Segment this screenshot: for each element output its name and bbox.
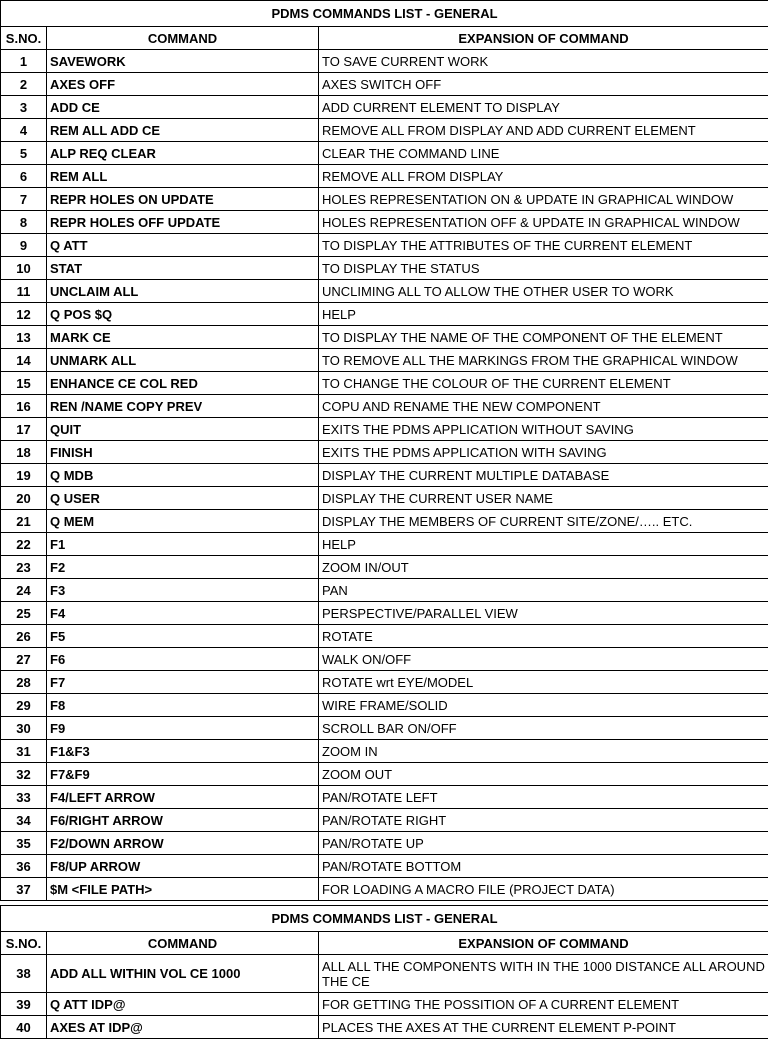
table-row: [1, 855, 768, 878]
table-row: [1, 625, 768, 648]
sno-cell: 38: [1, 955, 47, 993]
command-cell: ENHANCE CE COL RED: [47, 372, 319, 395]
table-row: [1, 441, 768, 464]
sno-cell: 17: [1, 418, 47, 441]
sno-cell: 16: [1, 395, 47, 418]
commands-table-2: [0, 905, 768, 1039]
sno-cell: 25: [1, 602, 47, 625]
sno-cell: 9: [1, 234, 47, 257]
sno-cell: 35: [1, 832, 47, 855]
expansion-cell: DISPLAY THE MEMBERS OF CURRENT SITE/ZONE/….. ETC.: [319, 510, 768, 533]
header-expansion: EXPANSION OF COMMAND: [319, 27, 768, 50]
expansion-cell: FOR GETTING THE POSSITION OF A CURRENT ELEMENT: [319, 993, 768, 1016]
expansion-cell: SCROLL BAR ON/OFF: [319, 717, 768, 740]
command-cell: F6/RIGHT ARROW: [47, 809, 319, 832]
table-row: [1, 96, 768, 119]
table-row: [1, 487, 768, 510]
table-row: [1, 119, 768, 142]
command-cell: F2/DOWN ARROW: [47, 832, 319, 855]
sno-cell: 1: [1, 50, 47, 73]
table-row: [1, 717, 768, 740]
table-row: [1, 602, 768, 625]
expansion-cell: HELP: [319, 303, 768, 326]
command-cell: F3: [47, 579, 319, 602]
expansion-cell: TO DISPLAY THE STATUS: [319, 257, 768, 280]
expansion-cell: ROTATE: [319, 625, 768, 648]
sno-cell: 40: [1, 1016, 47, 1039]
sno-cell: 31: [1, 740, 47, 763]
command-cell: F4/LEFT ARROW: [47, 786, 319, 809]
expansion-cell: PAN: [319, 579, 768, 602]
header-command: COMMAND: [47, 27, 319, 50]
command-cell: F2: [47, 556, 319, 579]
command-cell: Q USER: [47, 487, 319, 510]
expansion-cell: REMOVE ALL FROM DISPLAY AND ADD CURRENT ELEMENT: [319, 119, 768, 142]
table-row: [1, 786, 768, 809]
command-cell: STAT: [47, 257, 319, 280]
expansion-cell: HOLES REPRESENTATION OFF & UPDATE IN GRAPHICAL WINDOW: [319, 211, 768, 234]
command-cell: F6: [47, 648, 319, 671]
expansion-cell: DISPLAY THE CURRENT USER NAME: [319, 487, 768, 510]
expansion-cell: ALL ALL THE COMPONENTS WITH IN THE 1000 DISTANCE ALL AROUND THE CE: [319, 955, 768, 993]
command-cell: SAVEWORK: [47, 50, 319, 73]
command-cell: REM ALL: [47, 165, 319, 188]
expansion-cell: COPU AND RENAME THE NEW COMPONENT: [319, 395, 768, 418]
expansion-cell: WALK ON/OFF: [319, 648, 768, 671]
sno-cell: 15: [1, 372, 47, 395]
command-cell: Q MEM: [47, 510, 319, 533]
table-row: [1, 418, 768, 441]
table-row: [1, 510, 768, 533]
table-row: [1, 878, 768, 901]
table-row: [1, 280, 768, 303]
table-row: [1, 671, 768, 694]
header-expansion: EXPANSION OF COMMAND: [319, 932, 768, 955]
table-row: [1, 533, 768, 556]
table-row: [1, 188, 768, 211]
sno-cell: 10: [1, 257, 47, 280]
table-row: [1, 349, 768, 372]
table-row: [1, 73, 768, 96]
expansion-cell: PAN/ROTATE RIGHT: [319, 809, 768, 832]
table-row: [1, 211, 768, 234]
expansion-cell: TO CHANGE THE COLOUR OF THE CURRENT ELEMENT: [319, 372, 768, 395]
table-row: [1, 257, 768, 280]
sno-cell: 23: [1, 556, 47, 579]
command-cell: F7&F9: [47, 763, 319, 786]
sno-cell: 32: [1, 763, 47, 786]
sno-cell: 39: [1, 993, 47, 1016]
expansion-cell: UNCLIMING ALL TO ALLOW THE OTHER USER TO WORK: [319, 280, 768, 303]
command-cell: QUIT: [47, 418, 319, 441]
sno-cell: 33: [1, 786, 47, 809]
expansion-cell: CLEAR THE COMMAND LINE: [319, 142, 768, 165]
expansion-cell: AXES SWITCH OFF: [319, 73, 768, 96]
command-cell: Q ATT: [47, 234, 319, 257]
expansion-cell: PAN/ROTATE BOTTOM: [319, 855, 768, 878]
table-row: [1, 165, 768, 188]
sno-cell: 29: [1, 694, 47, 717]
sno-cell: 18: [1, 441, 47, 464]
expansion-cell: ZOOM OUT: [319, 763, 768, 786]
sno-cell: 19: [1, 464, 47, 487]
sno-cell: 5: [1, 142, 47, 165]
sno-cell: 27: [1, 648, 47, 671]
command-cell: F4: [47, 602, 319, 625]
command-cell: REPR HOLES ON UPDATE: [47, 188, 319, 211]
expansion-cell: PAN/ROTATE LEFT: [319, 786, 768, 809]
sno-cell: 26: [1, 625, 47, 648]
expansion-cell: ROTATE wrt EYE/MODEL: [319, 671, 768, 694]
table-row: [1, 955, 768, 993]
header-command: COMMAND: [47, 932, 319, 955]
table-row: [1, 234, 768, 257]
expansion-cell: HOLES REPRESENTATION ON & UPDATE IN GRAPHICAL WINDOW: [319, 188, 768, 211]
sno-cell: 7: [1, 188, 47, 211]
table-body-2: [1, 955, 768, 1039]
command-cell: MARK CE: [47, 326, 319, 349]
command-cell: F8/UP ARROW: [47, 855, 319, 878]
command-cell: AXES AT IDP@: [47, 1016, 319, 1039]
command-cell: F1: [47, 533, 319, 556]
command-cell: F8: [47, 694, 319, 717]
command-cell: UNCLAIM ALL: [47, 280, 319, 303]
sno-cell: 34: [1, 809, 47, 832]
table-row: [1, 648, 768, 671]
expansion-cell: ZOOM IN: [319, 740, 768, 763]
sno-cell: 22: [1, 533, 47, 556]
expansion-cell: PAN/ROTATE UP: [319, 832, 768, 855]
expansion-cell: TO SAVE CURRENT WORK: [319, 50, 768, 73]
expansion-cell: HELP: [319, 533, 768, 556]
table-row: [1, 809, 768, 832]
sno-cell: 2: [1, 73, 47, 96]
command-cell: F9: [47, 717, 319, 740]
command-cell: REM ALL ADD CE: [47, 119, 319, 142]
expansion-cell: FOR LOADING A MACRO FILE (PROJECT DATA): [319, 878, 768, 901]
command-cell: REN /NAME COPY PREV: [47, 395, 319, 418]
header-sno: S.NO.: [1, 27, 47, 50]
expansion-cell: PLACES THE AXES AT THE CURRENT ELEMENT P-POINT: [319, 1016, 768, 1039]
command-cell: UNMARK ALL: [47, 349, 319, 372]
table-row: [1, 50, 768, 73]
sno-cell: 6: [1, 165, 47, 188]
table-body-1: [1, 50, 768, 901]
command-cell: ADD ALL WITHIN VOL CE 1000: [47, 955, 319, 993]
command-cell: $M <FILE PATH>: [47, 878, 319, 901]
table-row: [1, 556, 768, 579]
command-cell: Q POS $Q: [47, 303, 319, 326]
expansion-cell: EXITS THE PDMS APPLICATION WITHOUT SAVING: [319, 418, 768, 441]
table-row: [1, 579, 768, 602]
header-sno: S.NO.: [1, 932, 47, 955]
table-row: [1, 740, 768, 763]
expansion-cell: ZOOM IN/OUT: [319, 556, 768, 579]
expansion-cell: TO DISPLAY THE NAME OF THE COMPONENT OF THE ELEMENT: [319, 326, 768, 349]
sno-cell: 37: [1, 878, 47, 901]
command-cell: AXES OFF: [47, 73, 319, 96]
table-row: [1, 395, 768, 418]
sno-cell: 13: [1, 326, 47, 349]
expansion-cell: TO DISPLAY THE ATTRIBUTES OF THE CURRENT ELEMENT: [319, 234, 768, 257]
table-row: [1, 763, 768, 786]
expansion-cell: PERSPECTIVE/PARALLEL VIEW: [319, 602, 768, 625]
table-row: [1, 372, 768, 395]
sno-cell: 24: [1, 579, 47, 602]
table-row: [1, 303, 768, 326]
sno-cell: 12: [1, 303, 47, 326]
expansion-cell: EXITS THE PDMS APPLICATION WITH SAVING: [319, 441, 768, 464]
command-cell: FINISH: [47, 441, 319, 464]
expansion-cell: REMOVE ALL FROM DISPLAY: [319, 165, 768, 188]
command-cell: F7: [47, 671, 319, 694]
sno-cell: 11: [1, 280, 47, 303]
expansion-cell: DISPLAY THE CURRENT MULTIPLE DATABASE: [319, 464, 768, 487]
table-row: [1, 993, 768, 1016]
sno-cell: 21: [1, 510, 47, 533]
sno-cell: 8: [1, 211, 47, 234]
sno-cell: 30: [1, 717, 47, 740]
sno-cell: 20: [1, 487, 47, 510]
table-title: PDMS COMMANDS LIST - GENERAL: [1, 906, 768, 932]
command-cell: Q ATT IDP@: [47, 993, 319, 1016]
sno-cell: 36: [1, 855, 47, 878]
command-cell: F5: [47, 625, 319, 648]
table-row: [1, 142, 768, 165]
command-cell: F1&F3: [47, 740, 319, 763]
command-cell: Q MDB: [47, 464, 319, 487]
sno-cell: 3: [1, 96, 47, 119]
table-title: PDMS COMMANDS LIST - GENERAL: [1, 1, 768, 27]
table-row: [1, 326, 768, 349]
table-row: [1, 694, 768, 717]
sno-cell: 28: [1, 671, 47, 694]
table-row: [1, 464, 768, 487]
expansion-cell: WIRE FRAME/SOLID: [319, 694, 768, 717]
sno-cell: 4: [1, 119, 47, 142]
expansion-cell: ADD CURRENT ELEMENT TO DISPLAY: [319, 96, 768, 119]
command-cell: REPR HOLES OFF UPDATE: [47, 211, 319, 234]
sno-cell: 14: [1, 349, 47, 372]
table-row: [1, 1016, 768, 1039]
command-cell: ALP REQ CLEAR: [47, 142, 319, 165]
command-cell: ADD CE: [47, 96, 319, 119]
expansion-cell: TO REMOVE ALL THE MARKINGS FROM THE GRAPHICAL WINDOW: [319, 349, 768, 372]
table-row: [1, 832, 768, 855]
